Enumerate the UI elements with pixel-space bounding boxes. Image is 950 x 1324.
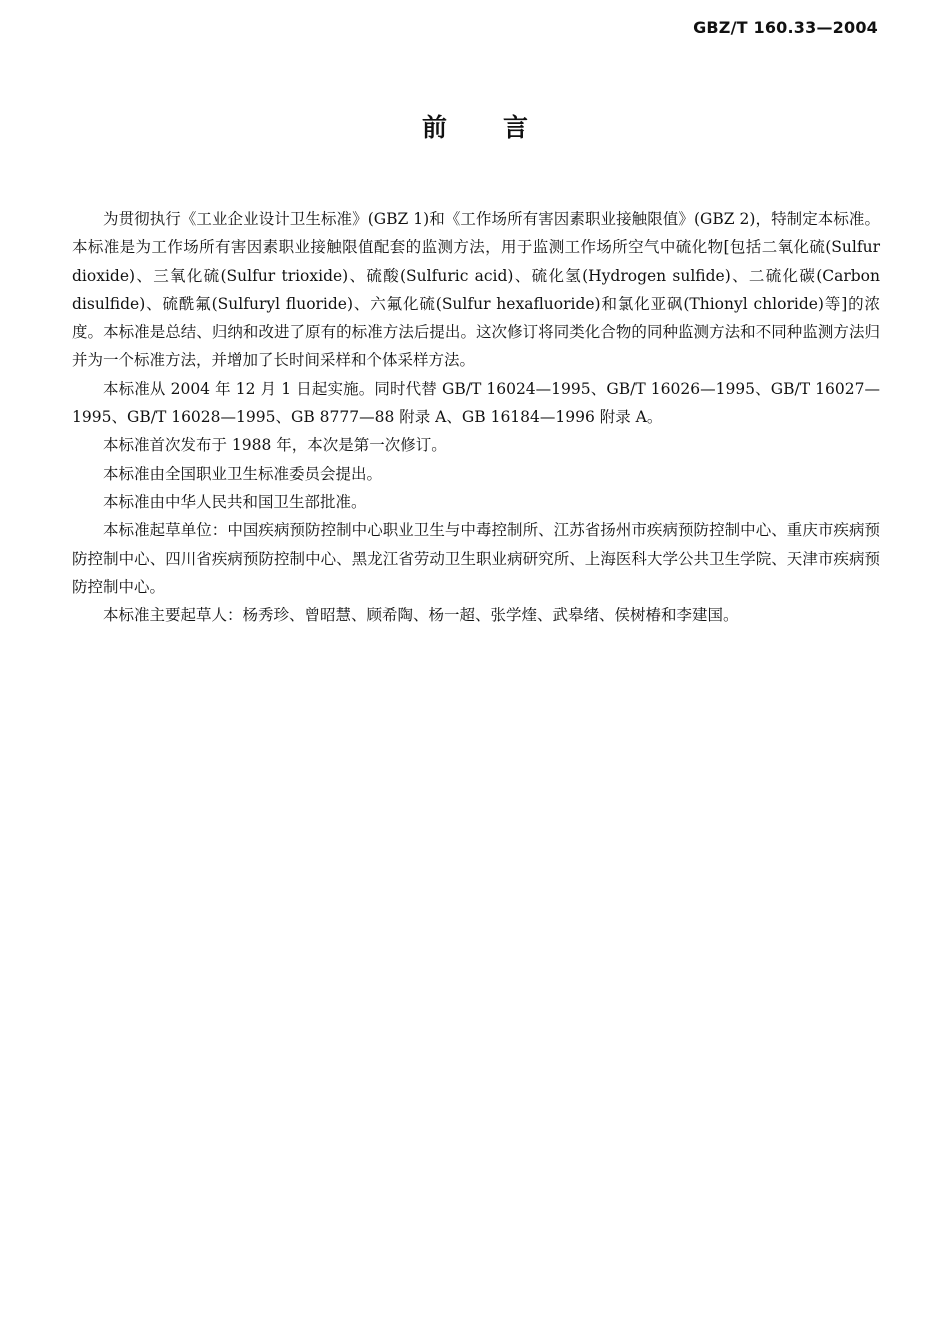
preface-body: [72, 205, 880, 629]
paragraph-drafters: 本标准主要起草人：杨秀珍、曾昭慧、顾希陶、杨一超、张学煃、武皋绪、侯树椿和李建国。: [103, 606, 739, 625]
paragraph-proposed-by: 本标准由全国职业卫生标准委员会提出。: [103, 464, 383, 483]
paragraph-purpose: 为贯彻执行《工业企业设计卫生标准》(GBZ 1)和《工作场所有害因素职业接触限值》(GBZ 2)，特制定本标准。本标准是为工作场所有害因素职业接触限值配套的监测方法，用于监测工作场所空气中硫化物[包括二氧化硫(Sulfur dioxide)、三氧化硫(Sulfur trioxide)、硫酸(Sulfuric acid)、硫化氢(Hydrogen sulfide)、二硫化碳(Carbon disulfide)、硫酰氟(Sulfuryl fluoride)、六氟化硫(Sulfur hexafluoride)和氯化亚砜(Thionyl chloride)等]的浓度。本标准是总结、归纳和改进了原有的标准方法后提出。这次修订将同类化合物的同种监测方法和不同种监测方法归并为一个标准方法，并增加了长时间采样和个体采样方法。: [72, 210, 880, 370]
page-title: 前言: [421, 113, 584, 142]
standard-code: GBZ/T 160.33—2004: [693, 18, 878, 37]
paragraph-effective-date: 本标准从 2004 年 12 月 1 日起实施。同时代替 GB/T 16024—1995、GB/T 16026—1995、GB/T 16027—1995、GB/T 16028—1995、GB 8777—88 附录 A、GB 16184—1996 附录 A。: [72, 379, 880, 427]
paragraph-approved-by: 本标准由中华人民共和国卫生部批准。: [103, 492, 367, 511]
paragraph-drafting-units: 本标准起草单位：中国疾病预防控制中心职业卫生与中毒控制所、江苏省扬州市疾病预防控制中心、重庆市疾病预防控制中心、四川省疾病预防控制中心、黑龙江省劳动卫生职业病研究所、上海医科大学公共卫生学院、天津市疾病预防控制中心。: [72, 521, 880, 596]
paragraph-first-issue: 本标准首次发布于 1988 年，本次是第一次修订。: [103, 436, 447, 455]
